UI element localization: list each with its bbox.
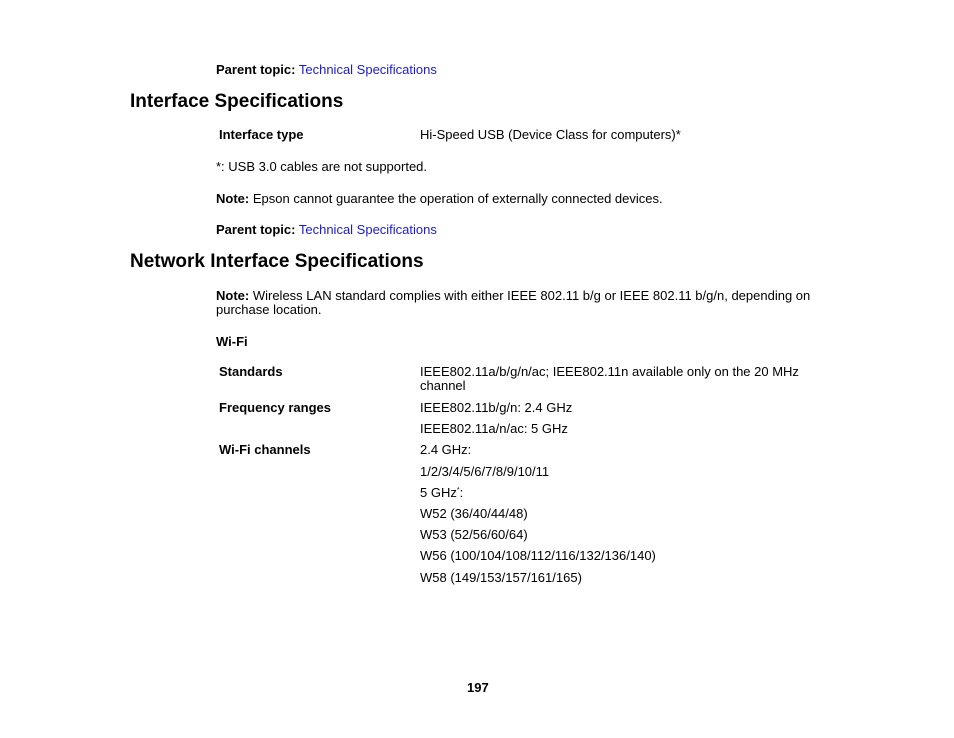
technical-specifications-link[interactable]: Technical Specifications — [298, 62, 437, 77]
wifi-subheading: Wi-Fi — [216, 334, 248, 349]
note-text: Epson cannot guarantee the operation of externally connected devices. — [252, 191, 663, 206]
parent-topic-label: Parent topic: — [216, 222, 296, 237]
channels-value-1: 2.4 GHz: — [420, 442, 472, 457]
parent-topic-label: Parent topic: — [216, 62, 296, 77]
note-1 — [216, 192, 663, 206]
technical-specifications-link[interactable]: Technical Specifications — [298, 222, 437, 237]
interface-type-label: Interface type — [219, 127, 304, 142]
channels-5ghz-colon: : — [459, 485, 464, 500]
network-interface-specifications-heading: Network Interface Specifications — [130, 251, 424, 272]
channels-value-2: 1/2/3/4/5/6/7/8/9/10/11 — [420, 464, 550, 479]
wifi-channels-label: Wi-Fi channels — [219, 442, 311, 457]
note-text-line2: purchase location. — [216, 302, 322, 317]
note-label: Note: — [216, 191, 250, 206]
parent-topic-1 — [216, 63, 437, 77]
interface-type-value: Hi-Speed USB (Device Class for computers)* — [420, 127, 681, 142]
usb-footnote: *: USB 3.0 cables are not supported. — [216, 159, 428, 174]
channels-value-6: W56 (100/104/108/112/116/132/136/140) — [420, 548, 656, 563]
note-2 — [216, 289, 810, 303]
footnote-marker: * — [456, 487, 460, 494]
channels-value-3 — [420, 486, 463, 500]
note-label: Note: — [216, 288, 250, 303]
standards-label: Standards — [219, 364, 283, 379]
channels-5ghz-text: 5 GHz — [420, 485, 457, 500]
standards-value-line2: channel — [420, 378, 466, 393]
parent-topic-2 — [216, 223, 437, 237]
frequency-value-1: IEEE802.11b/g/n: 2.4 GHz — [420, 400, 573, 415]
channels-value-7: W58 (149/153/157/161/165) — [420, 570, 582, 585]
page-number: 197 — [467, 680, 489, 695]
channels-value-5: W53 (52/56/60/64) — [420, 527, 528, 542]
frequency-value-2: IEEE802.11a/n/ac: 5 GHz — [420, 421, 568, 436]
frequency-ranges-label: Frequency ranges — [219, 400, 331, 415]
interface-specifications-heading: Interface Specifications — [130, 91, 344, 112]
standards-value-line1: IEEE802.11a/b/g/n/ac; IEEE802.11n available only on the 20 MHz — [420, 364, 799, 379]
channels-value-4: W52 (36/40/44/48) — [420, 506, 528, 521]
note-text-line1: Wireless LAN standard complies with either IEEE 802.11 b/g or IEEE 802.11 b/g/n, depending on — [252, 288, 811, 303]
